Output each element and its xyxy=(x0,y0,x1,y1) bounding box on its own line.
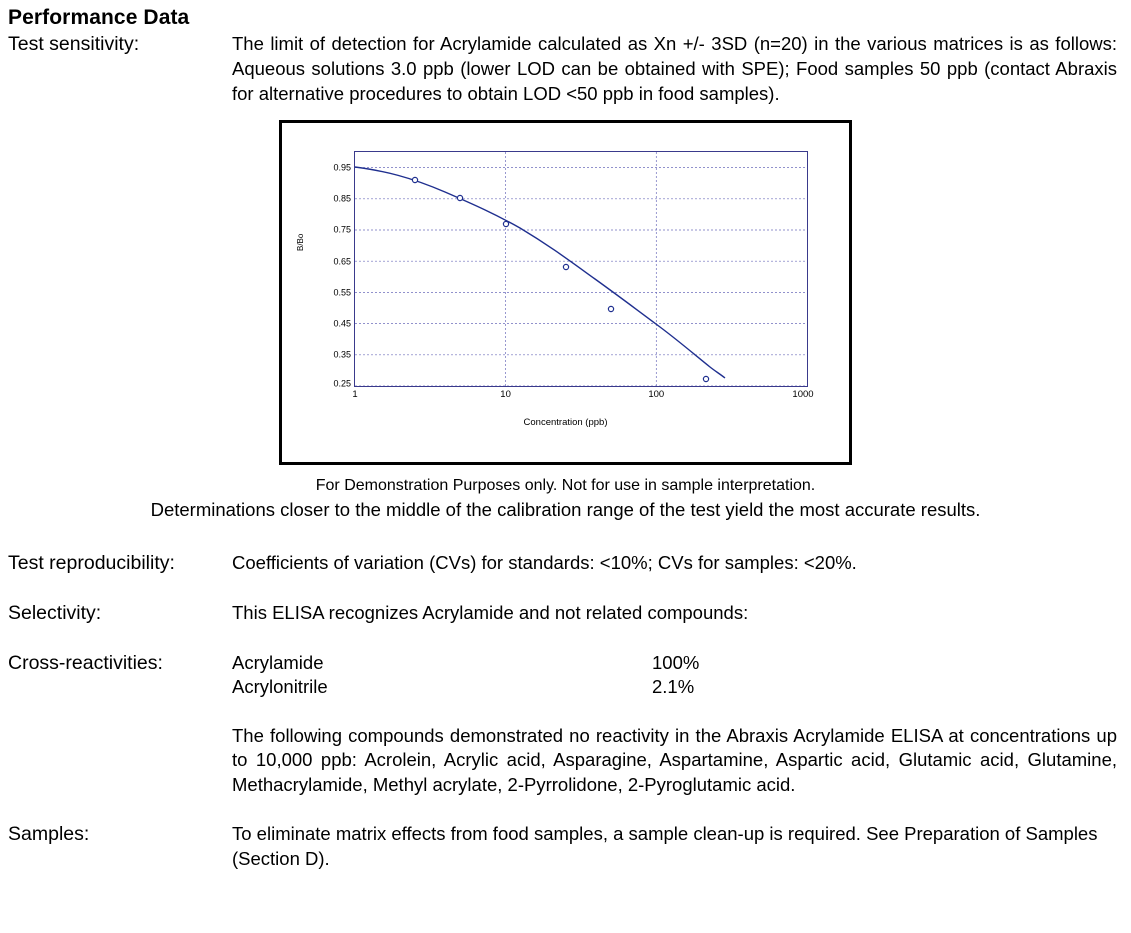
section-selectivity xyxy=(0,601,1131,627)
chart-caption-demo: For Demonstration Purposes only. Not for use in sample interpretation. xyxy=(315,477,816,495)
section-samples xyxy=(0,822,1131,872)
chart-xtick: 10 xyxy=(500,389,511,401)
section-label-cross-reactivities: Cross-reactivities: xyxy=(8,651,163,674)
section-label-test-reproducibility: Test reproducibility: xyxy=(8,552,175,575)
section-body-samples: To eliminate matrix effects from food samples, a sample clean-up is required. See Preparation of Samples (Section D). xyxy=(232,822,1098,869)
section-body-test-reproducibility: Coefficients of variation (CVs) for standards: <10%; CVs for samples: <20%. xyxy=(232,552,857,574)
chart-ytick: 0.55 xyxy=(333,287,351,298)
cross-reactivity-compound: Acrylonitrile xyxy=(232,676,328,698)
section-body-test-sensitivity: The limit of detection for Acrylamide calculated as Xn +/- 3SD (n=20) in the various matrices is as follows: Aqueous solutions 3.0 ppb (lower LOD can be obtained with SPE); Food samples 50 ppb (contact Abraxis for alternative procedures to obtain LOD <50 ppb in food samples). xyxy=(232,33,1117,104)
chart-ytick: 0.45 xyxy=(333,318,351,329)
calibration-chart xyxy=(279,120,852,465)
chart-xtick: 1 xyxy=(352,389,358,401)
cross-reactivity-compound: Acrylamide xyxy=(232,651,324,673)
section-label-samples: Samples: xyxy=(8,822,90,845)
chart-xtick: 100 xyxy=(648,389,665,401)
chart-plot-area xyxy=(333,151,814,401)
chart-caption-accuracy: Determinations closer to the middle of the calibration range of the test yield the most accurate results. xyxy=(150,499,981,521)
section-body-cross-reactivities: The following compounds demonstrated no reactivity in the Abraxis Acrylamide ELISA at concentrations up to 10,000 ppb: Acrolein, Acrylic acid, Asparagine, Aspartamine, Aspartic acid, Glutamic acid, Glutamine, Methacrylamide, Methyl acrylate, 2-Pyrrolidone, 2-Pyroglutamic acid. xyxy=(232,724,1117,796)
cross-reactivity-table xyxy=(232,651,1117,700)
chart-x-axis-label: Concentration (ppb) xyxy=(523,417,608,429)
chart-y-axis-label: B/Bo xyxy=(296,234,305,252)
section-body-selectivity: This ELISA recognizes Acrylamide and not related compounds: xyxy=(232,602,749,624)
chart-ytick: 0.35 xyxy=(333,349,351,360)
chart-ytick: 0.25 xyxy=(333,378,351,389)
page-title: Performance Data xyxy=(8,6,190,29)
document-page xyxy=(0,6,1131,933)
section-cross-reactivities xyxy=(0,651,1131,798)
table-row xyxy=(232,675,1117,699)
cross-reactivity-value: 100% xyxy=(652,651,700,673)
section-label-test-sensitivity: Test sensitivity: xyxy=(8,33,140,55)
chart-data-points xyxy=(412,178,708,382)
cross-reactivity-value: 2.1% xyxy=(652,676,695,698)
chart-ytick: 0.75 xyxy=(333,224,351,235)
section-label-selectivity: Selectivity: xyxy=(8,602,102,625)
chart-ytick: 0.85 xyxy=(333,193,351,204)
chart-svg xyxy=(355,152,807,386)
chart-ytick: 0.65 xyxy=(333,256,351,267)
calibration-chart-container xyxy=(0,120,1131,465)
section-test-sensitivity xyxy=(0,32,1131,106)
chart-ytick: 0.95 xyxy=(333,162,351,173)
chart-xtick: 1000 xyxy=(792,389,814,401)
section-test-reproducibility xyxy=(0,551,1131,577)
table-row xyxy=(232,651,1117,675)
